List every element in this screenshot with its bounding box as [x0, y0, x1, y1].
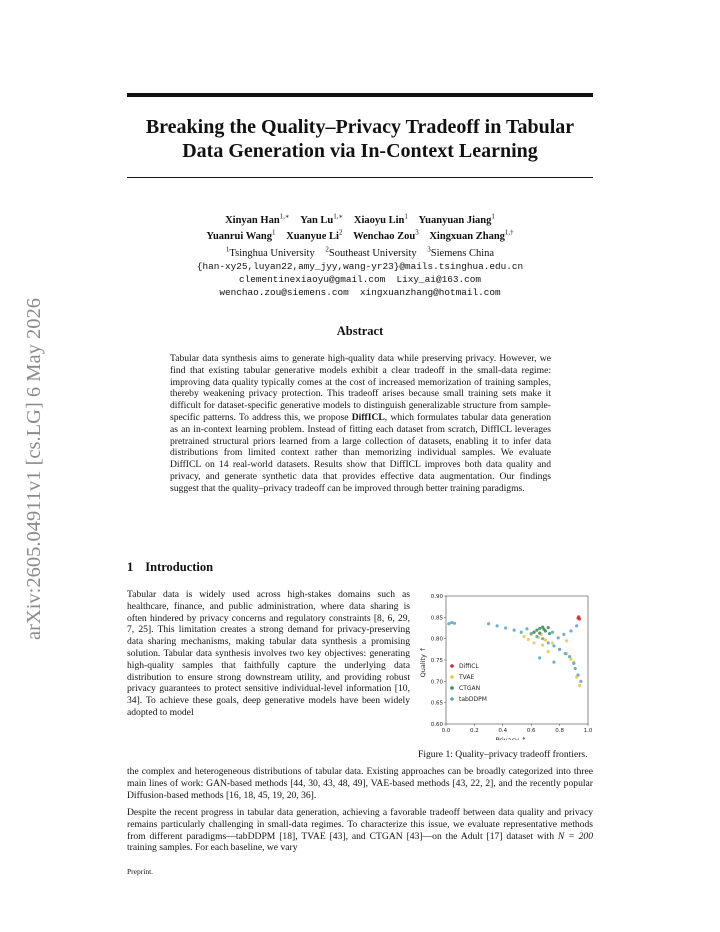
- x-tick-label: 1.0: [583, 728, 593, 734]
- x-tick-label: 0.6: [526, 728, 536, 734]
- y-tick-label: 0.75: [430, 658, 443, 664]
- data-point: [565, 639, 568, 642]
- data-point: [578, 684, 581, 687]
- author-name: Wenchao Zou: [353, 231, 416, 242]
- data-point: [558, 648, 561, 651]
- affiliation-sup: 2: [325, 245, 329, 253]
- legend-marker: [450, 675, 454, 679]
- data-point: [532, 631, 535, 634]
- data-point: [513, 629, 516, 632]
- abstract-text-2: , which formulates tabular data generation as an in-context learning problem. Instead of fitting each dataset from scratch, DiffICL leverages pretrained structural priors learned from a large collection of datasets, enabling it to infer data distributions from limited context rather than memorizing individual samples. We evaluate DiffICL on 14 real-world datasets. Results show that DiffICL improves both data quality and privacy, and generate synthetic data that provides effective data augmentation. Our findings suggest that the quality–privacy tradeoff can be improved through better training paradigms.: [170, 411, 552, 494]
- data-point: [538, 632, 541, 635]
- legend-marker: [450, 664, 454, 668]
- data-point: [551, 631, 554, 634]
- author-sup: 1,∗: [333, 212, 344, 220]
- data-point: [453, 622, 456, 625]
- affiliation-sup: 1: [225, 245, 230, 253]
- y-tick-label: 0.70: [430, 679, 443, 686]
- author-sup: 1: [272, 228, 276, 237]
- data-point: [535, 629, 538, 632]
- data-point: [568, 655, 571, 658]
- data-point: [450, 621, 453, 624]
- data-point: [541, 626, 544, 629]
- data-point: [520, 631, 523, 634]
- intro-paragraph-2: [127, 807, 593, 854]
- data-point: [547, 626, 550, 629]
- author-row-2: [127, 227, 593, 244]
- data-point: [578, 617, 581, 620]
- abstract-heading: Abstract: [336, 324, 384, 338]
- legend-label: DiffICL: [459, 663, 479, 670]
- author-name: Xuanyue Li: [286, 231, 339, 242]
- data-point: [548, 632, 551, 635]
- data-point: [487, 622, 490, 625]
- arxiv-stamp: [10, 260, 50, 640]
- title-line-2: Data Generation via In-Context Learning: [182, 140, 538, 162]
- para2-text-1: Despite the recent progress in tabular data generation, achieving a favorable tradeoff between data quality and privacy remains particularly challenging in small-data regimes. To characterize this issue, we evaluate representative methods from different paradigms—tabDDPM [18], TVAE [43], and CTGAN [43]—on the Adult [17] dataset with: [127, 807, 593, 842]
- title-bottom-rule: [127, 177, 593, 178]
- author-name: Xiaoyu Lin: [353, 214, 405, 226]
- data-point: [547, 650, 550, 653]
- x-tick-label: 0.4: [498, 728, 508, 734]
- legend-marker: [450, 686, 454, 690]
- affiliation-row: [127, 243, 593, 260]
- arxiv-stamp-svg: [10, 260, 50, 640]
- data-point: [525, 627, 528, 630]
- affiliation-name: Tsinghua University: [229, 247, 315, 259]
- legend-label: tabDDPM: [459, 696, 487, 703]
- data-point: [564, 652, 567, 655]
- data-point: [575, 624, 578, 627]
- data-point: [530, 632, 533, 635]
- data-point: [562, 633, 565, 636]
- section-number: 1: [127, 560, 134, 574]
- data-point: [541, 637, 544, 640]
- data-point: [557, 636, 560, 639]
- abstract-body: [170, 353, 551, 495]
- paper-title: [127, 115, 593, 163]
- data-point: [572, 662, 575, 665]
- data-point: [576, 673, 579, 676]
- data-point: [579, 680, 582, 683]
- arxiv-id: arXiv:2605.04911v1 [cs.LG] 6 May 2026: [23, 298, 45, 640]
- data-point: [574, 667, 577, 670]
- para2-text-2: training samples. For each baseline, we vary: [127, 842, 298, 854]
- affiliation-name: Southeast University: [328, 247, 417, 259]
- data-point: [447, 622, 450, 625]
- author-sup: 1,†: [504, 228, 514, 237]
- author-name: Yuanrui Wang: [206, 231, 272, 242]
- section-title: Introduction: [145, 560, 214, 574]
- legend-label: CTGAN: [459, 685, 481, 692]
- title-top-rule: [127, 93, 593, 97]
- email-line: wenchao.zou@siemens.com xingxuanzhang@hotmail.com: [219, 286, 501, 298]
- email-line: clementinexiaoyu@gmail.com Lixy_ai@163.com: [239, 273, 481, 285]
- intro-paragraph-full: the complex and heterogeneous distributions of tabular data. Existing approaches can be broadly categorized into three main lines of work: GAN-based methods [44, 30, 43, 48, 49], VAE-based methods [43, 22, 2], and the recently popular Diffusion-based methods [16, 18, 45, 19, 20, 36].: [127, 766, 593, 801]
- method-name: DiffICL: [351, 411, 385, 423]
- author-sup: 1: [404, 212, 408, 220]
- author-name: Xinyan Han: [225, 214, 280, 226]
- author-block: [127, 210, 593, 299]
- author-sup: 3: [415, 228, 419, 237]
- sample-size-math: N = 200: [557, 830, 593, 842]
- data-point: [552, 661, 555, 664]
- plot-frame: [446, 596, 588, 724]
- footer-preprint: Preprint.: [127, 867, 154, 876]
- data-point: [569, 629, 572, 632]
- data-point: [527, 638, 530, 641]
- title-line-1: Breaking the Quality–Privacy Tradeoff in Tabular: [145, 116, 575, 138]
- y-axis-label: Quality ↑: [419, 646, 427, 678]
- data-point: [551, 641, 554, 644]
- email-line: {han-xy25,luyan22,amy_jyy,wang-yr23}@mails.tsinghua.edu.cn: [196, 260, 524, 272]
- data-point: [544, 638, 547, 641]
- section-heading: [127, 560, 213, 575]
- author-row-1: [127, 210, 593, 227]
- affiliation-name: Siemens China: [430, 247, 495, 259]
- scatter-chart: [416, 590, 594, 740]
- data-point: [496, 624, 499, 627]
- y-tick-label: 0.80: [430, 636, 443, 643]
- y-tick-label: 0.65: [430, 700, 443, 707]
- affiliation-sup: 3: [427, 245, 431, 253]
- data-point: [552, 644, 555, 647]
- author-sup: 2: [338, 228, 343, 237]
- figure-1: [416, 590, 594, 740]
- legend-marker: [450, 697, 454, 701]
- x-tick-label: 0.2: [470, 728, 479, 734]
- author-name: Xingxuan Zhang: [429, 231, 505, 242]
- author-sup: 1,∗: [279, 212, 290, 220]
- data-point: [544, 629, 547, 632]
- data-point: [541, 643, 544, 646]
- data-point: [535, 635, 538, 638]
- y-tick-label: 0.90: [430, 594, 443, 600]
- author-sup: 1: [491, 212, 495, 220]
- x-tick-label: 0.0: [441, 728, 451, 734]
- x-axis-label: Privacy ↑: [495, 736, 527, 740]
- legend-label: TVAE: [459, 674, 475, 681]
- data-point: [532, 641, 535, 644]
- figure-caption: Figure 1: Quality–privacy tradeoff frontiers.: [418, 749, 588, 760]
- data-point: [523, 635, 526, 638]
- x-tick-label: 0.8: [555, 728, 564, 734]
- intro-paragraph-wrapped: Tabular data is widely used across high-stakes domains such as healthcare, finance, and public administration, where data sharing is often hindered by privacy concerns and regulatory constraints [8, 6, 29, 7, 25]. This limitation creates a strong demand for privacy-preserving data sharing mechanisms, making tabular data synthesis a promising solution. Tabular data synthesis involves two key objectives: generating high-quality samples that faithfully capture the underlying data distribution to ensure strong downstream utility, and providing robust privacy guarantees to protect sensitive individual-level information [10, 34]. To achieve these goals, deep generative models have been widely adopted to model: [127, 589, 410, 718]
- abstract-text-1: Tabular data synthesis aims to generate high-quality data while preserving privacy. However, we find that existing tabular generative models exhibit a clear tradeoff in the small-data regime: improving data quality typically comes at the cost of increased memorization of training samples, thereby weakening privacy protection. This tradeoff arises because small training sets make it difficult for dataset-specific generative models to distinguish generalizable structure from sample-specific patterns. To address this, we propose: [170, 353, 551, 423]
- author-name: Yuanyuan Jiang: [418, 214, 492, 226]
- y-tick-label: 0.60: [430, 722, 443, 728]
- data-point: [547, 641, 550, 644]
- data-point: [504, 626, 507, 629]
- y-tick-label: 0.85: [430, 615, 443, 622]
- author-name: Yan Lu: [300, 214, 334, 226]
- data-point: [538, 627, 541, 630]
- data-point: [538, 656, 541, 659]
